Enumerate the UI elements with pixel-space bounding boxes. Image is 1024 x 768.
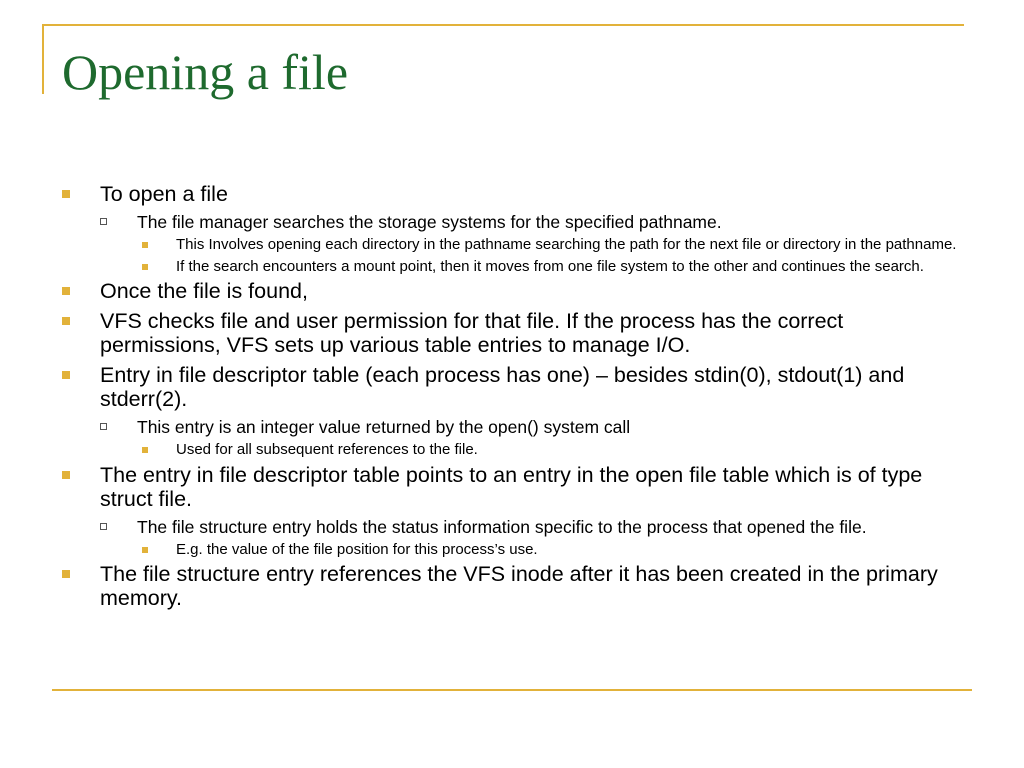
square-bullet-icon — [62, 287, 70, 295]
bullet-text: To open a file — [100, 182, 228, 206]
sub-sub-bullet-item — [62, 541, 966, 559]
bullet-text: VFS checks file and user permission for that file. If the process has the correct permissions, VFS sets up various table entries to manage I/O. — [100, 309, 844, 357]
sub-sub-bullet-text: This Involves opening each directory in the pathname searching the path for the next file or directory in the pathname. — [176, 236, 957, 253]
small-square-bullet-icon — [142, 547, 148, 553]
sub-bullet-text: The file structure entry holds the status information specific to the process that opened the file. — [137, 516, 867, 537]
sub-sub-bullet-text: If the search encounters a mount point, then it moves from one file system to the other and continues the search. — [176, 257, 924, 275]
small-square-bullet-icon — [142, 264, 148, 270]
sub-bullet-text: The file manager searches the storage systems for the specified pathname. — [137, 212, 722, 232]
bullet-text: Entry in file descriptor table (each process has one) – besides stdin(0), stdout(1) and stderr(2). — [100, 363, 905, 411]
sub-sub-bullet-text: Used for all subsequent references to the file. — [176, 441, 478, 458]
square-bullet-icon — [62, 570, 70, 578]
sub-sub-bullet-item — [62, 258, 966, 276]
square-bullet-icon — [62, 371, 70, 379]
bullet-list — [62, 182, 966, 616]
bullet-item — [62, 463, 966, 511]
frame-top-rule — [42, 24, 964, 26]
sub-bullet-item — [62, 212, 966, 232]
bullet-item — [62, 279, 966, 303]
sub-sub-bullet-item — [62, 441, 966, 459]
frame-bottom-rule — [52, 689, 972, 691]
sub-bullet-item — [62, 517, 966, 537]
bullet-item — [62, 363, 966, 411]
hollow-square-bullet-icon — [100, 218, 107, 225]
hollow-square-bullet-icon — [100, 423, 107, 430]
bullet-text: Once the file is found, — [100, 279, 308, 303]
small-square-bullet-icon — [142, 242, 148, 248]
sub-sub-bullet-text: E.g. the value of the file position for this process’s use. — [176, 540, 538, 558]
small-square-bullet-icon — [142, 447, 148, 453]
sub-sub-bullet-item — [62, 236, 966, 254]
bullet-text: The file structure entry references the VFS inode after it has been created in the primary memory. — [100, 562, 938, 610]
square-bullet-icon — [62, 317, 70, 325]
bullet-text: The entry in file descriptor table points to an entry in the open file table which is of type struct file. — [100, 462, 923, 511]
square-bullet-icon — [62, 190, 70, 198]
bullet-item — [62, 562, 966, 610]
square-bullet-icon — [62, 471, 70, 479]
sub-bullet-text: This entry is an integer value returned by the open() system call — [137, 417, 631, 437]
hollow-square-bullet-icon — [100, 523, 107, 530]
frame-left-rule — [42, 24, 44, 94]
sub-bullet-item — [62, 417, 966, 437]
slide-title: Opening a file — [62, 44, 349, 100]
bullet-item — [62, 182, 966, 206]
bullet-item — [62, 309, 966, 357]
